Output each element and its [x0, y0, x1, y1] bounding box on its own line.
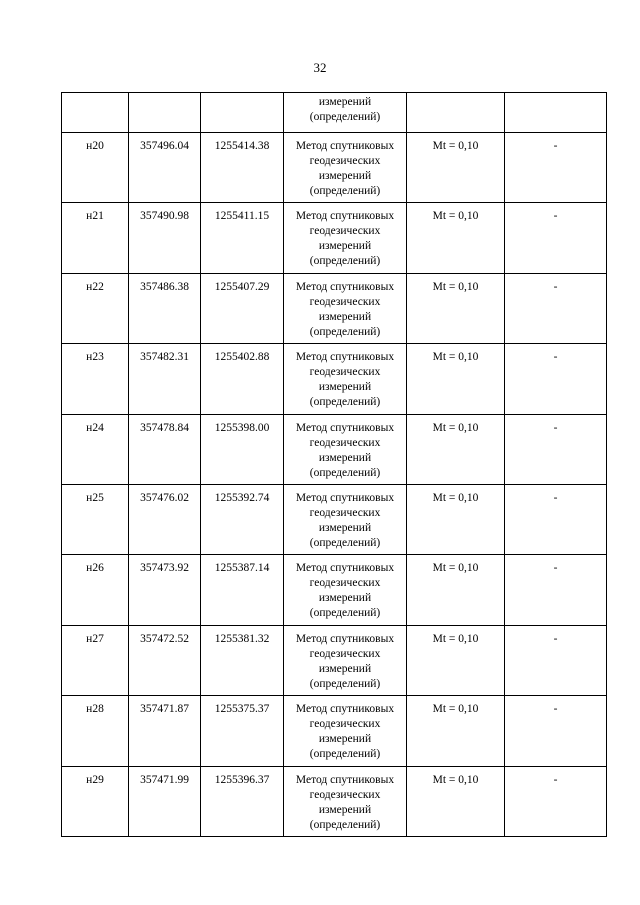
- cell-method: Метод спутниковых геодезических измерений (определений): [284, 133, 407, 203]
- cell-note: [505, 93, 607, 133]
- cell-x: 357482.31: [129, 344, 201, 414]
- cell-x: 357490.98: [129, 203, 201, 273]
- cell-accuracy: Mt = 0,10: [407, 696, 505, 766]
- cell-point: н21: [62, 203, 129, 273]
- cell-x: 357478.84: [129, 414, 201, 484]
- cell-x: 357473.92: [129, 555, 201, 625]
- table-row-continued: [62, 93, 607, 133]
- cell-point: н24: [62, 414, 129, 484]
- cell-y: 1255414.38: [201, 133, 284, 203]
- cell-note: -: [505, 555, 607, 625]
- page-number: 32: [313, 60, 327, 75]
- cell-method: измерений (определений): [284, 93, 407, 133]
- cell-accuracy: [407, 93, 505, 133]
- cell-accuracy: Mt = 0,10: [407, 133, 505, 203]
- cell-y: 1255381.32: [201, 625, 284, 695]
- cell-method: Метод спутниковых геодезических измерений (определений): [284, 625, 407, 695]
- cell-method: Метод спутниковых геодезических измерений (определений): [284, 555, 407, 625]
- cell-accuracy: Mt = 0,10: [407, 555, 505, 625]
- table-row: [62, 484, 607, 554]
- cell-note: -: [505, 133, 607, 203]
- cell-note: -: [505, 273, 607, 343]
- cell-method: Метод спутниковых геодезических измерений (определений): [284, 696, 407, 766]
- table-row: [62, 273, 607, 343]
- cell-x: 357471.87: [129, 696, 201, 766]
- table-row: [62, 696, 607, 766]
- cell-y: 1255387.14: [201, 555, 284, 625]
- cell-note: -: [505, 696, 607, 766]
- table-row: [62, 414, 607, 484]
- table-row: [62, 555, 607, 625]
- cell-point: н27: [62, 625, 129, 695]
- table-row: [62, 133, 607, 203]
- cell-x: 357476.02: [129, 484, 201, 554]
- cell-method: Метод спутниковых геодезических измерений (определений): [284, 766, 407, 836]
- cell-note: -: [505, 766, 607, 836]
- cell-point: н22: [62, 273, 129, 343]
- cell-x: [129, 93, 201, 133]
- cell-x: 357496.04: [129, 133, 201, 203]
- table-row: [62, 766, 607, 836]
- cell-x: 357471.99: [129, 766, 201, 836]
- cell-y: 1255398.00: [201, 414, 284, 484]
- cell-note: -: [505, 203, 607, 273]
- cell-y: 1255411.15: [201, 203, 284, 273]
- cell-method: Метод спутниковых геодезических измерений (определений): [284, 203, 407, 273]
- cell-accuracy: Mt = 0,10: [407, 625, 505, 695]
- cell-accuracy: Mt = 0,10: [407, 414, 505, 484]
- cell-y: 1255396.37: [201, 766, 284, 836]
- cell-y: 1255402.88: [201, 344, 284, 414]
- cell-accuracy: Mt = 0,10: [407, 344, 505, 414]
- cell-point: н29: [62, 766, 129, 836]
- cell-method: Метод спутниковых геодезических измерений (определений): [284, 273, 407, 343]
- cell-x: 357472.52: [129, 625, 201, 695]
- cell-note: -: [505, 484, 607, 554]
- cell-point: н26: [62, 555, 129, 625]
- cell-accuracy: Mt = 0,10: [407, 484, 505, 554]
- cell-y: 1255392.74: [201, 484, 284, 554]
- cell-y: 1255407.29: [201, 273, 284, 343]
- cell-y: 1255375.37: [201, 696, 284, 766]
- cell-method: Метод спутниковых геодезических измерений (определений): [284, 414, 407, 484]
- table-body: [62, 93, 607, 837]
- table-row: [62, 625, 607, 695]
- coordinates-table: [61, 92, 607, 837]
- cell-y: [201, 93, 284, 133]
- cell-accuracy: Mt = 0,10: [407, 203, 505, 273]
- table-row: [62, 344, 607, 414]
- cell-accuracy: Mt = 0,10: [407, 766, 505, 836]
- cell-point: н23: [62, 344, 129, 414]
- cell-x: 357486.38: [129, 273, 201, 343]
- cell-note: -: [505, 625, 607, 695]
- cell-note: -: [505, 344, 607, 414]
- table-row: [62, 203, 607, 273]
- cell-accuracy: Mt = 0,10: [407, 273, 505, 343]
- cell-point: н20: [62, 133, 129, 203]
- cell-method: Метод спутниковых геодезических измерений (определений): [284, 484, 407, 554]
- cell-point: н25: [62, 484, 129, 554]
- cell-note: -: [505, 414, 607, 484]
- cell-method: Метод спутниковых геодезических измерений (определений): [284, 344, 407, 414]
- cell-point: н28: [62, 696, 129, 766]
- cell-point: [62, 93, 129, 133]
